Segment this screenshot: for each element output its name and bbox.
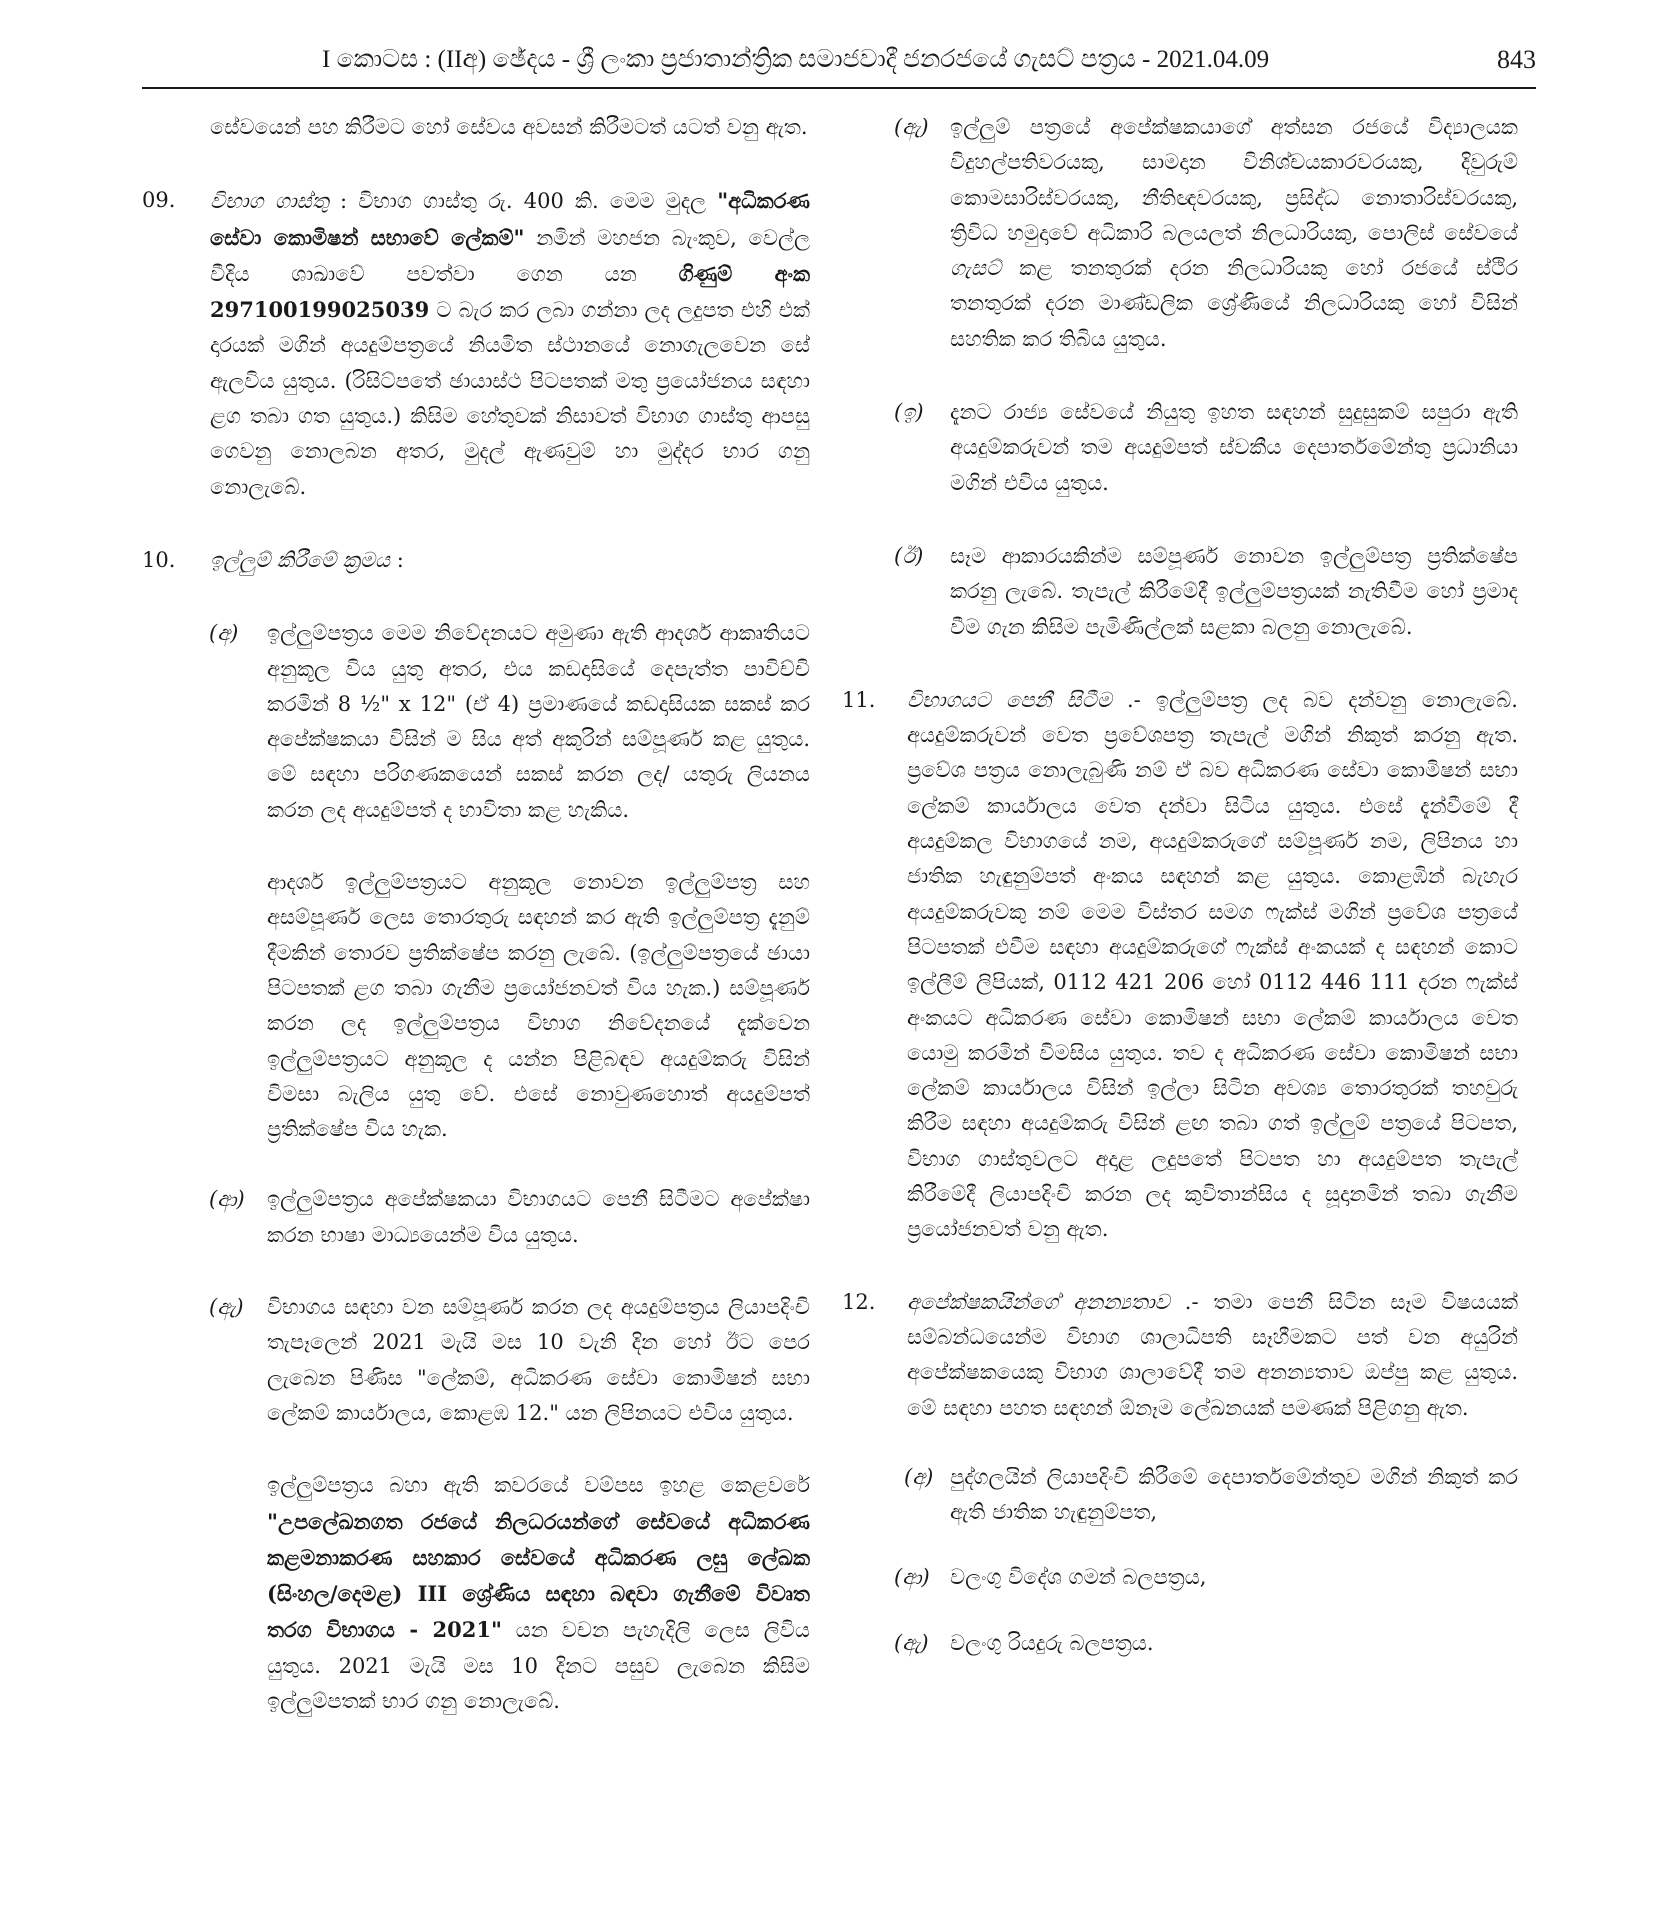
item-label: (ඇ) — [894, 1630, 929, 1655]
section-number: 10. — [142, 547, 176, 572]
section-number: 11. — [842, 687, 876, 712]
envelope-instruction: ඉල්ලුම්පත්‍රය බහා ඇති කවරයේ වම්පස ඉහළ කෙළවරේ "උපලේඛනගත රජයේ නිලධරයන්ගේ සේවයේ අධිකරණ කළමනාකරණ සහකාර සේවයේ අධිකරණ ලඝු ලේඛක (සිංහල/දෙමළ) III ශ්‍රේණිය සඳහා බඳවා ගැනීමේ විවෘත තරග විභාගය - 2021" යන වචන පැහැදිලි ලෙස ලිවිය යුතුය. 2021 මැයි මස 10 දිනට පසුව ලැබෙන කිසිම ඉල්ලුම්පතක් භාර ගනු නොලැබේ. — [267, 1473, 810, 1713]
section-title: විභාග ගාස්තු — [210, 189, 329, 214]
item-label: (ඊ) — [894, 543, 924, 568]
item-label: (ඉ) — [894, 400, 924, 425]
header-rule — [142, 87, 1536, 89]
running-title: I කොටස : (IIඅ) ඡේදය - ශ්‍රී ලංකා ප්‍රජාතාන්ත්‍රික සමාජවාදී ජනරජයේ ගැසට් පත්‍රය - 2021.04.09 — [322, 46, 1270, 73]
subsection-a-para-2: ආදර්ශ ඉල්ලුම්පත්‍රයට අනුකූල නොවන ඉල්ලුම්පත්‍ර සහ අසම්පූර්ණ ලෙස තොරතුරු සඳහන් කර ඇති ඉල්ලුම්පත්‍ර දැනුම් දීමකින් තොරව ප්‍රතික්ෂේප කරනු ලැබේ. (ඉල්ලුම්පත්‍රයේ ඡායා පිටපතක් ළග තබා ගැනීම ප්‍රයෝජනවත් විය හැක.) සම්පූර්ණ කරන ලද ඉල්ලුම්පත්‍රය විභාග නිවේදනයේ දැක්වෙන ඉල්ලුම්පත්‍රයට අනුකූල ද යන්න පිළිබඳව අයදුම්කරු විසින් විමසා බැලිය යුතු වේ. එසේ නොවුණහොත් අයදුම්පත් ප්‍රතික්ෂේප විය හැක. — [267, 870, 810, 1142]
subsection-i: (ඉ) දැනට රාජ්‍ය සේවයේ නියුතු ඉහත සඳහන් සුදුසුකම් සපුරා ඇති අයදුම්කරුවන් තම අයදුම්පත් ස්වකීය දෙපාර්තමේන්තු ප්‍රධානියා මගින් එවිය යුතුය. — [842, 395, 1518, 501]
account-name: "අධිකරණ සේවා කොමිෂන් සභාවේ ලේකම්" — [210, 188, 810, 250]
subsection-aa: (ආ) ඉල්ලුම්පත්‍රය අපේක්ෂකයා විභාගයට පෙනී සිටීමට අපේක්ෂා කරන භාෂා මාධ්‍යයෙන්ම විය යුතුය. — [142, 1182, 810, 1253]
id-document-a: (අ) පුද්ගලයින් ලියාපදිංචි කිරීමේ දෙපාර්තමේන්තුව මගින් නිකුත් කර ඇති ජාතික හැඳුනුම්පත, — [842, 1460, 1518, 1531]
envelope-caption: "උපලේඛනගත රජයේ නිලධරයන්ගේ සේවයේ අධිකරණ කළමනාකරණ සහකාර සේවයේ අධිකරණ ලඝු ලේඛක (සිංහල/දෙමළ) III ශ්‍රේණිය සඳහා බඳවා ගැනීමේ විවෘත තරග විභාගය - 2021" — [267, 1508, 810, 1643]
section-09-text: විභාග ගාස්තු : විභාග ගාස්තු රු. 400 කි. මෙම මුදල "අධිකරණ සේවා කොමිෂන් සභාවේ ලේකම්" නමින් මහජන බැංකුව, වෙල්ල වීදිය ශාඛාවේ පවත්වා ගෙන යන ගිණුම් අංක 297100199025039 ට බැර කර ලබා ගන්නා ලද ලදුපත එහි එක් දාරයක් මගින් අයදුම්පත්‍රයේ නියමිත ස්ථානයේ නොගැලවෙන සේ ඇලවිය යුතුය. (රිසිට්පතේ ඡායාස්ථ පිටපතක් මතු ප්‍රයෝජනය සඳහා ළග තබා ගත යුතුය.) කිසිම හේතුවක් නිසාවත් විභාග ගාස්තු ආපසු ගෙවනු නොලබන අතර, මුදල් ඇණවුම් හා මුද්දර භාර ගනු නොලැබේ. — [210, 188, 811, 499]
page-number: 843 — [1497, 45, 1536, 74]
page-header — [142, 40, 1536, 90]
left-column — [142, 110, 810, 1719]
section-11: 11. විභාගයට පෙනී සිටීම .- ඉල්ලුම්පත්‍ර ලද බව දන්වනු නොලැබේ. අයදුම්කරුවන් වෙත ප්‍රවේශපත්‍ර තැපැල් මගින් නිකුත් කරනු ඇත. ප්‍රවේශ පත්‍රය නොලැබුණි නම් ඒ බව අධිකරණ සේවා කොමිෂන් සභා ලේකම් කාර්යාලය වෙත දන්වා සිටිය යුතුය. එසේ දැන්වීමේ දී අයදුම්කල විභාගයේ නම, අයදුම්කරුගේ සම්පූර්ණ නම, ලිපිනය හා ජාතික හැඳුනුම්පත් අංකය සඳහන් කළ යුතුය. කොළඹින් බැහැර අයදුම්කරුවකු නම් මෙම විස්තර සමග ෆැක්ස් මගින් ප්‍රවේශ පත්‍රයේ පිටපතක් එවීම සඳහා අයදුම්කරුගේ ෆැක්ස් අංකයක් ද සඳහන් කොට ඉල්ලීම් ලිපියක්, 0112 421 206 හෝ 0112 446 111 දරන ෆැක්ස් අංකයට අධිකරණ සේවා කොමිෂන් සභා ලේකම් කාර්යාලය වෙත යොමු කරමින් විමසිය යුතුය. තව ද අධිකරණ සේවා කොමිෂන් සභා ලේකම් කාර්යාලය විසින් ඉල්ලා සිටින අවශ්‍ය තොරතුරක් තහවුරු කිරීම සඳහා අයදුම්කරු විසින් ළඟ තබා ගත් ඉල්ලුම් පත්‍රයේ පිටපත, විභාග ගාස්තුවලට අදාළ ලදුපතේ පිටපත හා අයදුම්පත තැපැල් කිරීමේදී ලියාපදිංචි කරන ලද කුවිතාන්සිය ද සූදානමින් තබා ගැනීම ප්‍රයෝජනවත් වනු ඇත. — [842, 683, 1518, 1248]
item-label: (අ) — [904, 1464, 934, 1489]
id-document-aa: (ආ) වලංගු විදේශ ගමන් බලපත්‍රය, — [842, 1560, 1518, 1595]
section-09 — [142, 183, 810, 505]
subsection-ae-certification: (ඇ) ඉල්ලුම් පත්‍රයේ අපේක්ෂකයාගේ අත්සන රජයේ විද්‍යාලයක විදුහල්පතිවරයකු, සාමදාන විනිශ්චයකාරවරයකු, දිවුරුම් කොමසාරිස්වරයකු, නීතිඥවරයකු, ප්‍රසිද්ධ නොතාරිස්වරයකු, ත්‍රිවිධ හමුදාවේ අධිකාරි බලයලත් නිලධාරියකු, පොලිස් සේවයේ ගැසට් කළ තනතුරක් දරන නිලධාරියකු හෝ රජයේ ස්ථිර තනතුරක් දරන මාණ්ඩලික ශ්‍රේණියේ නිලධාරියකු හෝ විසින් සහතික කර තිබිය යුතුය. — [842, 110, 1518, 357]
item-label: (ආ) — [209, 1187, 245, 1212]
section-title: අපේක්ෂකයින්ගේ අනන්‍යතාව — [907, 1289, 1170, 1314]
section-title: විභාගයට පෙනී සිටීම — [907, 687, 1112, 712]
subsection-ii: (ඊ) සෑම ආකාරයකින්ම සම්පූර්ණ නොවන ඉල්ලුම්පත්‍ර ප්‍රතික්ෂේප කරනු ලැබේ. තැපැල් කිරීමේදී ඉල්ලුම්පත්‍රයක් නැතිවීම හෝ ප්‍රමාද වීම ගැන කිසිම පැමිණිල්ලක් සළකා බලනු නොලැබේ. — [842, 539, 1518, 645]
item-label: (අ) — [209, 621, 239, 646]
subsection-ae: (ඇ) විභාගය සඳහා වන සම්පූර්ණ කරන ලද අයදුම්පත්‍රය ලියාපදිංචි තැපෑලෙන් 2021 මැයි මස 10 වැනි දින හෝ ඊට පෙර ලැබෙන පිණිස "ලේකම්, අධිකරණ සේවා කොමිෂන් සභා ලේකම් කාර්යාලය, කොළඹ 12." යන ලිපිනයට එවිය යුතුය. ඉල්ලුම්පත්‍රය බහා ඇති කවරයේ වම්පස ඉහළ කෙළවරේ "උපලේඛනගත රජයේ නිලධරයන්ගේ සේවයේ අධිකරණ කළමනාකරණ සහකාර සේවයේ අධිකරණ ලඝු ලේඛක (සිංහල/දෙමළ) III ශ්‍රේණිය සඳහා බඳවා ගැනීමේ විවෘත තරග විභාගය - 2021" යන වචන පැහැදිලි ලෙස ලිවිය යුතුය. 2021 මැයි මස 10 දිනට පසුව ලැබෙන කිසිම ඉල්ලුම්පතක් භාර ගනු නොලැබේ. — [142, 1290, 810, 1719]
account-number: ගිණුම් අංක 297100199025039 — [210, 260, 810, 323]
item-label: (ඇ) — [894, 115, 929, 139]
section-number: 09. — [142, 188, 176, 213]
right-column — [842, 110, 1518, 1661]
item-label: (ආ) — [894, 1565, 930, 1590]
section-10-heading: 10. ඉල්ලුම් කිරීමේ ක්‍රමය : — [142, 543, 810, 578]
section-title: ඉල්ලුම් කිරීමේ ක්‍රමය — [210, 547, 391, 572]
subsection-a: (අ) ඉල්ලුම්පත්‍රය මෙම නිවේදනයට අමුණා ඇති ආදර්ශ ආකෘතියට අනුකූල විය යුතු අතර, එය කඩදාසියේ දෙපැත්ත පාවිච්චි කරමින් 8 ½" x 12" (ඒ 4) ප්‍රමාණයේ කඩදාසියක සකස් කර අපේක්ෂකයා විසින් ම සිය අත් අකුරින් සම්පූර්ණ කළ යුතුය. මේ සඳහා පරිගණකයෙන් සකස් කරන ලද/ යතුරු ලියනය කරන ලද අයදුම්පත් ද භාවිතා කළ හැකිය. ආදර්ශ ඉල්ලුම්පත්‍රයට අනුකූල නොවන ඉල්ලුම්පත්‍ර සහ අසම්පූර්ණ ලෙස තොරතුරු සඳහන් කර ඇති ඉල්ලුම්පත්‍ර දැනුම් දීමකින් තොරව ප්‍රතික්ෂේප කරනු ලැබේ. (ඉල්ලුම්පත්‍රයේ ඡායා පිටපතක් ළග තබා ගැනීම ප්‍රයෝජනවත් විය හැක.) සම්පූර්ණ කරන ලද ඉල්ලුම්පත්‍රය විභාග නිවේදනයේ දැක්වෙන ඉල්ලුම්පත්‍රයට අනුකූල ද යන්න පිළිබඳව අයදුම්කරු විසින් විමසා බැලිය යුතු වේ. එසේ නොවුණහොත් අයදුම්පත් ප්‍රතික්ෂේප විය හැක. — [142, 616, 810, 1147]
id-document-ae: (ඇ) වලංගු රියදුරු බලපත්‍රය. — [842, 1626, 1518, 1661]
section-number: 12. — [842, 1289, 876, 1314]
section-12: 12. අපේක්ෂකයින්ගේ අනන්‍යතාව .- තමා පෙනී සිටින සෑම විෂයයක් සම්බන්ධයෙන්ම විභාග ශාලාධිපති සෑහීමකට පත් වන අයුරින් අපේක්ෂකයෙකු විභාග ශාලාවේදී තම අනන්‍යතාව ඔප්පු කළ යුතුය. මේ සඳහා පහත සඳහන් ඕනෑම ලේඛනයක් පමණක් පිළිගනු ඇත. — [842, 1285, 1518, 1426]
continuation-paragraph: සේවයෙන් පහ කිරීමට හෝ සේවය අවසන් කිරීමටත් යටත් වනු ඇත. — [210, 115, 808, 139]
item-label: (ඇ) — [209, 1295, 244, 1320]
